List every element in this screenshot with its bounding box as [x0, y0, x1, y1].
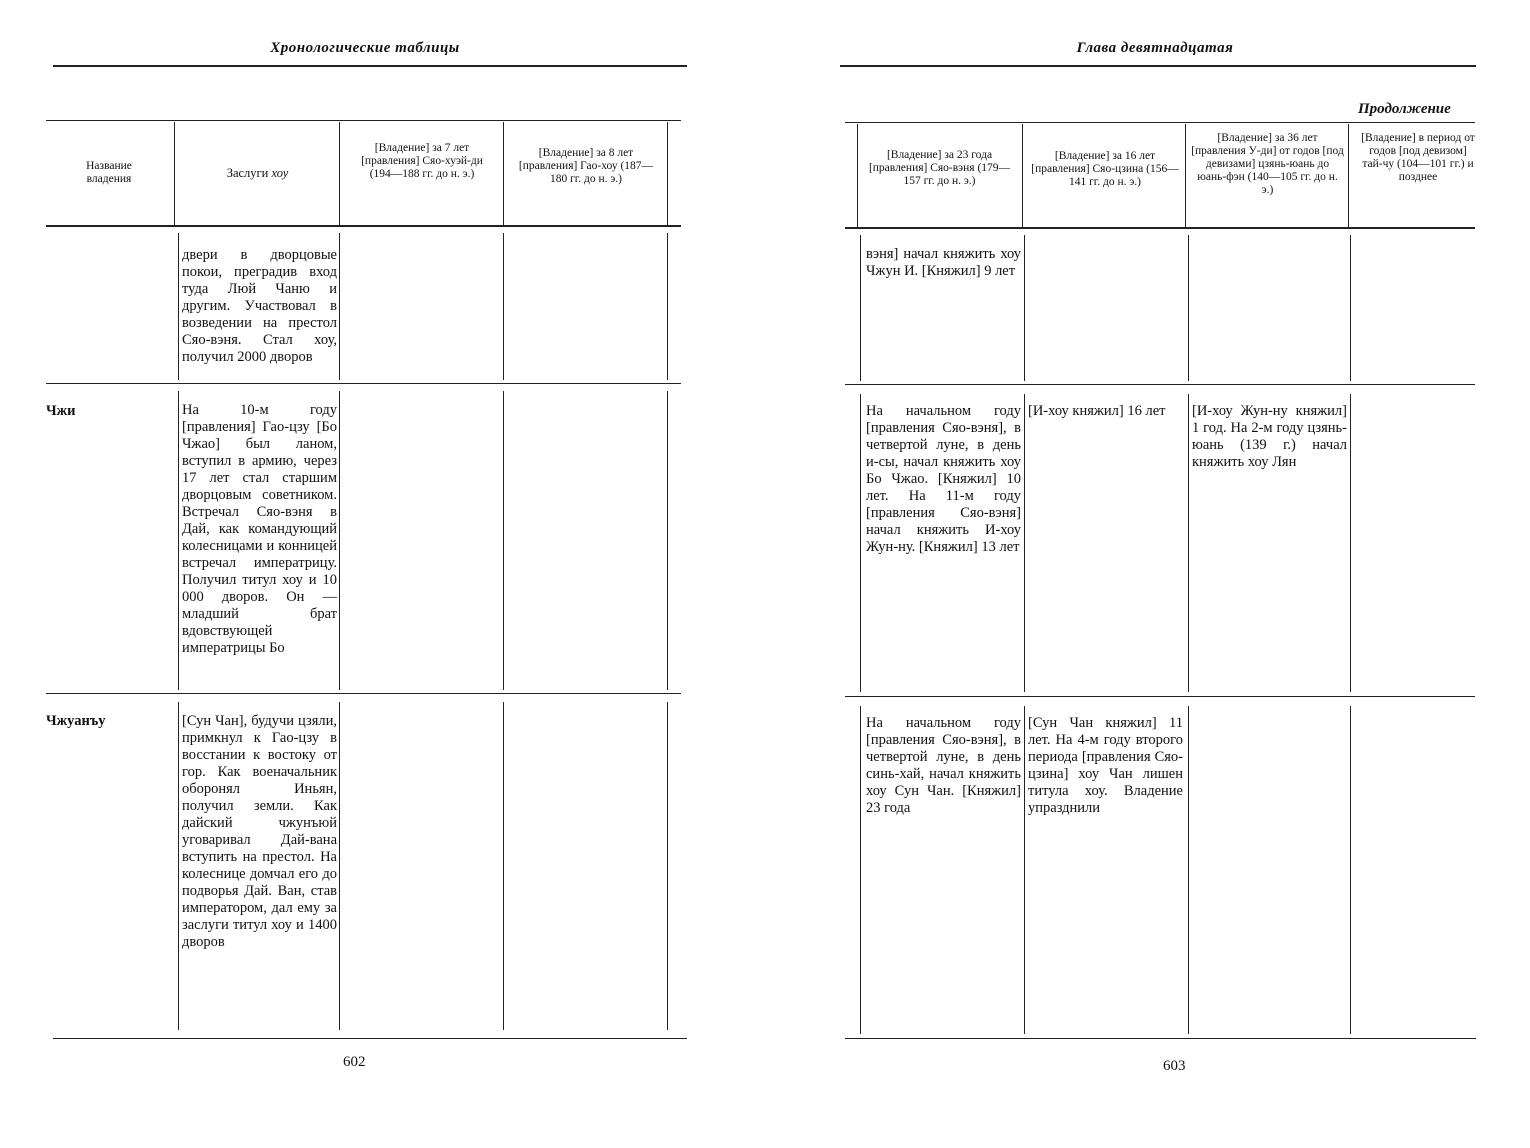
- right-row2-c3: [И-хоу Жун-ну княжил] 1 год. На 2-м году цзянь-юань (139 г.) начал княжить хоу Лян: [1192, 403, 1347, 470]
- left-table-bottom-rule: [53, 1038, 687, 1039]
- left-header-col1: Название владения: [86, 160, 132, 185]
- left-header-bottom-rule: [46, 225, 681, 227]
- left-vline-3c: [503, 391, 504, 690]
- left-vline-2: [339, 122, 340, 225]
- right-vline-3b: [1350, 235, 1351, 381]
- right-vline-3c: [1350, 394, 1351, 692]
- left-title-rule: [53, 65, 687, 67]
- right-header-col2: [Владение] за 16 лет [правления] Сяо-цзина (156—141 гг. до н. э.): [1031, 150, 1179, 188]
- continuation-label: Продолжение: [1358, 101, 1451, 117]
- left-row-name-2: Чжи: [46, 403, 76, 419]
- right-header-col4: [Владение] в период от годов [под девизом] тай-чу (104—101 гг.) и позднее: [1361, 132, 1475, 183]
- right-vline-2: [1185, 124, 1186, 227]
- right-row3-c1: На начальном году [правления Сяо-вэня], в четвертой луне, в день синь-хай, начал княжить хоу Сун Чан. [Княжил] 23 года: [866, 715, 1021, 816]
- left-row-name-3: Чжуанъу: [46, 713, 106, 729]
- right-header-bottom-rule: [845, 227, 1475, 229]
- left-vline-4b: [667, 233, 668, 380]
- left-table-top-rule: [46, 120, 681, 121]
- right-header-col3: [Владение] за 36 лет [правления У-ди] от годов [под девизами] цзянь-юань до юань-фэн (140—105 гг. до н. э.): [1191, 132, 1344, 196]
- right-vline-1c: [1024, 394, 1025, 692]
- right-vline-0c: [860, 394, 861, 692]
- left-header-col4: [Владение] за 8 лет [правления] Гао-хоу (187—180 гг. до н. э.): [518, 147, 654, 185]
- left-row2-bottom-rule: [46, 693, 681, 694]
- left-page-number: 602: [343, 1054, 366, 1070]
- left-row-merits-2: На 10-м году [правления] Гао-цзу [Бо Чжао] был ланом, вступил в армию, через 17 лет стал старшим дворцовым советником. Встречал Сяо-вэня в Дай, как командующий колесницами и конницей встречал императрицу. Получил титул хоу и 10 000 дворов. Он — младший брат вдовствующей императрицы Бо: [182, 402, 337, 656]
- left-row-merits-1: двери в дворцовые покои, преградив вход туда Люй Чаню и другим. Участвовал в возведении на престол Сяо-вэня. Стал хоу, получил 2000 дворов: [182, 247, 337, 365]
- left-header-col3: [Владение] за 7 лет [правления] Сяо-хуэй-ди (194—188 гг. до н. э.): [361, 142, 483, 180]
- right-vline-1: [1022, 124, 1023, 227]
- left-header-col2: Заслуги хоу: [226, 166, 289, 180]
- right-title-rule: [840, 65, 1476, 67]
- left-vline-1: [174, 122, 175, 225]
- right-vline-3: [1348, 124, 1349, 227]
- left-vline-3d: [503, 702, 504, 1030]
- right-page-number: 603: [1163, 1058, 1186, 1074]
- left-running-title: Хронологические таблицы: [270, 40, 460, 56]
- right-vline-2d: [1188, 706, 1189, 1034]
- left-row1-bottom-rule: [46, 383, 681, 384]
- right-vline-0b: [860, 235, 861, 381]
- right-vline-1d: [1024, 706, 1025, 1034]
- left-vline-4d: [667, 702, 668, 1030]
- right-row2-c2: [И-хоу княжил] 16 лет: [1028, 403, 1166, 419]
- right-row2-c1: На начальном году [правления Сяо-вэня], в четвертой луне, в день и-сы, начал княжить хоу Бо Чжао. [Княжил] 10 лет. На 11-м году [правления Сяо-вэня] начал княжить И-хоу Жун-ну. [Княжил] 13 лет: [866, 403, 1021, 555]
- right-running-title: Глава девятнадцатая: [1076, 40, 1234, 56]
- right-vline-2c: [1188, 394, 1189, 692]
- left-vline-4: [667, 122, 668, 225]
- right-row3-c2: [Сун Чан княжил] 11 лет. На 4-м году второго периода [правления Сяо-цзина] хоу Чан лишен титула хоу. Владение упразднили: [1028, 715, 1183, 816]
- left-row-merits-3: [Сун Чан], будучи цзяли, примкнул к Гао-цзу в восстании к востоку от гор. Как военачальник оборонял Иньян, получил земли. Как дайский чжунъюй уговаривал Дай-вана вступить на престол. На колеснице домчал его до подворья Дай. Ван, став императором, дал ему за заслуги титул хоу и 1400 дворов: [182, 713, 337, 950]
- right-vline-3d: [1350, 706, 1351, 1034]
- right-vline-1b: [1024, 235, 1025, 381]
- right-row2-bottom-rule: [845, 696, 1475, 697]
- left-vline-1d: [178, 702, 179, 1030]
- right-vline-2b: [1188, 235, 1189, 381]
- right-header-col1: [Владение] за 23 года [правления] Сяо-вэня (179—157 гг. до н. э.): [868, 149, 1011, 187]
- left-vline-1c: [178, 391, 179, 690]
- right-row1-bottom-rule: [845, 384, 1475, 385]
- left-vline-2c: [339, 391, 340, 690]
- right-vline-0: [857, 124, 858, 227]
- right-row1-c1: вэня] начал княжить хоу Чжун И. [Княжил] 9 лет: [866, 246, 1021, 279]
- left-vline-3: [503, 122, 504, 225]
- right-table-bottom-rule: [845, 1038, 1476, 1039]
- left-vline-3b: [503, 233, 504, 380]
- left-vline-2b: [339, 233, 340, 380]
- right-vline-0d: [860, 706, 861, 1034]
- left-vline-4c: [667, 391, 668, 690]
- right-table-top-rule: [845, 122, 1475, 123]
- left-vline-1b: [178, 233, 179, 380]
- left-vline-2d: [339, 702, 340, 1030]
